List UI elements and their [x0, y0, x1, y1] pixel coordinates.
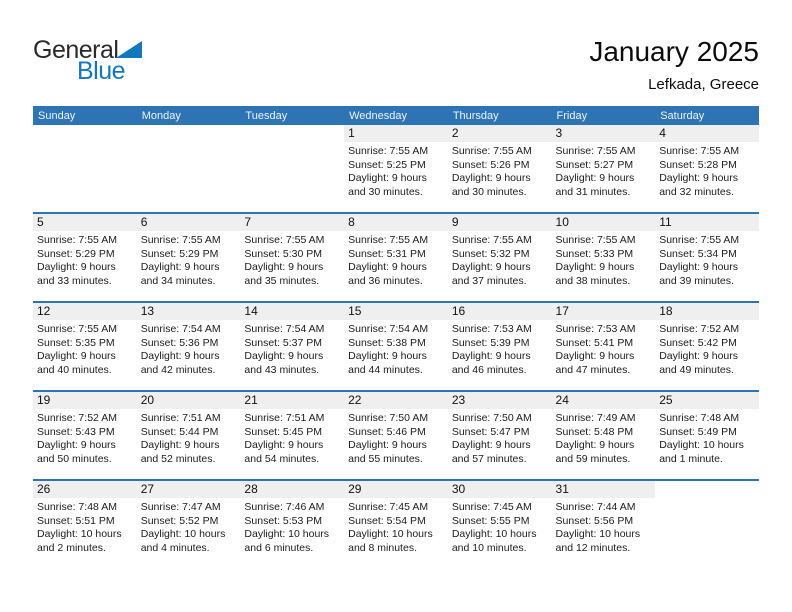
weekday-header-row [33, 106, 759, 125]
daylight-text: Daylight: 10 hours and 6 minutes. [244, 528, 330, 554]
sunset-text: Sunset: 5:53 PM [244, 514, 323, 527]
day-number: 24 [552, 392, 656, 409]
sunset-text: Sunset: 5:26 PM [451, 158, 530, 171]
week-row [33, 213, 759, 302]
sunset-text: Sunset: 5:31 PM [348, 247, 426, 260]
day-number: 12 [33, 303, 137, 320]
page-title: January 2025 [589, 36, 759, 67]
logo-text-blue: Blue [77, 57, 126, 85]
daylight-text: Daylight: 9 hours and 39 minutes. [659, 261, 739, 287]
sunrise-text: Sunrise: 7:45 AM [451, 501, 532, 513]
day-info [344, 231, 448, 288]
sunset-text: Sunset: 5:32 PM [451, 247, 530, 260]
sunrise-text: Sunrise: 7:47 AM [140, 501, 221, 513]
day-number: 23 [448, 392, 552, 409]
day-cell [655, 213, 759, 302]
empty-cell [137, 125, 241, 213]
weekday-header-sunday: Sunday [33, 106, 137, 125]
day-info [448, 320, 552, 377]
sunrise-text: Sunrise: 7:55 AM [348, 234, 429, 246]
calendar-table [33, 106, 759, 568]
sunset-text: Sunset: 5:42 PM [659, 336, 737, 349]
sunrise-text: Sunrise: 7:48 AM [659, 412, 740, 424]
day-number: 16 [448, 303, 552, 320]
day-cell [552, 213, 656, 302]
sunset-text: Sunset: 5:54 PM [348, 514, 426, 527]
sunset-text: Sunset: 5:46 PM [348, 425, 426, 438]
day-cell [344, 213, 448, 302]
day-number: 29 [344, 481, 448, 498]
sunset-text: Sunset: 5:36 PM [140, 336, 219, 349]
day-info [137, 231, 241, 288]
daylight-text: Daylight: 10 hours and 10 minutes. [451, 528, 537, 554]
sunset-text: Sunset: 5:56 PM [555, 514, 634, 527]
weekday-header-saturday: Saturday [655, 106, 759, 125]
day-info [240, 231, 344, 288]
day-info [448, 231, 552, 288]
sunrise-text: Sunrise: 7:55 AM [555, 145, 636, 157]
day-info [655, 142, 759, 199]
sunset-text: Sunset: 5:45 PM [244, 425, 323, 438]
day-cell [448, 391, 552, 480]
daylight-text: Daylight: 10 hours and 12 minutes. [555, 528, 641, 554]
sunrise-text: Sunrise: 7:54 AM [140, 323, 221, 335]
day-info [137, 498, 241, 555]
day-number: 18 [655, 303, 759, 320]
sunrise-text: Sunrise: 7:55 AM [451, 234, 532, 246]
sunset-text: Sunset: 5:29 PM [37, 247, 115, 260]
day-cell [344, 302, 448, 391]
empty-cell [240, 125, 344, 213]
day-info [655, 409, 759, 466]
day-info [448, 498, 552, 555]
day-cell [137, 480, 241, 568]
sunrise-text: Sunrise: 7:53 AM [451, 323, 532, 335]
day-cell [137, 391, 241, 480]
day-cell [552, 480, 656, 568]
weekday-header-thursday: Thursday [448, 106, 552, 125]
daylight-text: Daylight: 10 hours and 1 minute. [659, 439, 744, 465]
daylight-text: Daylight: 9 hours and 40 minutes. [37, 350, 116, 376]
day-info [33, 409, 137, 466]
logo-text-general: General [33, 36, 119, 64]
sunset-text: Sunset: 5:35 PM [37, 336, 115, 349]
sunset-text: Sunset: 5:25 PM [348, 158, 426, 171]
daylight-text: Daylight: 9 hours and 52 minutes. [140, 439, 220, 465]
sunset-text: Sunset: 5:39 PM [451, 336, 530, 349]
day-info [344, 498, 448, 555]
day-info [240, 409, 344, 466]
day-number: 21 [240, 392, 344, 409]
day-number: 11 [655, 214, 759, 231]
daylight-text: Daylight: 9 hours and 47 minutes. [555, 350, 635, 376]
day-info [448, 409, 552, 466]
day-info [552, 142, 656, 199]
sunrise-text: Sunrise: 7:55 AM [244, 234, 325, 246]
sunrise-text: Sunrise: 7:45 AM [348, 501, 429, 513]
sunset-text: Sunset: 5:55 PM [451, 514, 530, 527]
daylight-text: Daylight: 9 hours and 43 minutes. [244, 350, 324, 376]
day-number: 30 [448, 481, 552, 498]
day-info [137, 409, 241, 466]
daylight-text: Daylight: 9 hours and 46 minutes. [451, 350, 531, 376]
daylight-text: Daylight: 9 hours and 30 minutes. [348, 172, 427, 198]
daylight-text: Daylight: 9 hours and 42 minutes. [140, 350, 220, 376]
title-block [589, 36, 759, 93]
day-info [552, 231, 656, 288]
day-number: 15 [344, 303, 448, 320]
day-info [655, 320, 759, 377]
day-number: 13 [137, 303, 241, 320]
weekday-header-wednesday: Wednesday [344, 106, 448, 125]
week-row [33, 391, 759, 480]
sunrise-text: Sunrise: 7:53 AM [555, 323, 636, 335]
day-number: 22 [344, 392, 448, 409]
daylight-text: Daylight: 9 hours and 50 minutes. [37, 439, 116, 465]
daylight-text: Daylight: 9 hours and 36 minutes. [348, 261, 427, 287]
day-cell [448, 302, 552, 391]
day-info [655, 231, 759, 288]
sunrise-text: Sunrise: 7:49 AM [555, 412, 636, 424]
day-cell [448, 480, 552, 568]
sunrise-text: Sunrise: 7:55 AM [37, 323, 117, 335]
sunrise-text: Sunrise: 7:55 AM [659, 234, 740, 246]
day-number: 25 [655, 392, 759, 409]
sunset-text: Sunset: 5:51 PM [37, 514, 115, 527]
day-number: 2 [448, 125, 552, 142]
daylight-text: Daylight: 10 hours and 4 minutes. [140, 528, 226, 554]
day-cell [240, 302, 344, 391]
day-number: 6 [137, 214, 241, 231]
day-cell [344, 391, 448, 480]
day-number: 27 [137, 481, 241, 498]
day-number: 9 [448, 214, 552, 231]
sunrise-text: Sunrise: 7:55 AM [37, 234, 117, 246]
sunrise-text: Sunrise: 7:50 AM [348, 412, 429, 424]
day-cell [33, 480, 137, 568]
daylight-text: Daylight: 9 hours and 57 minutes. [451, 439, 531, 465]
day-cell [137, 213, 241, 302]
day-cell [33, 391, 137, 480]
sunrise-text: Sunrise: 7:52 AM [37, 412, 117, 424]
sunset-text: Sunset: 5:34 PM [659, 247, 737, 260]
sunset-text: Sunset: 5:33 PM [555, 247, 634, 260]
sunrise-text: Sunrise: 7:52 AM [659, 323, 740, 335]
day-cell [552, 391, 656, 480]
sunset-text: Sunset: 5:29 PM [140, 247, 219, 260]
day-info [552, 498, 656, 555]
day-info [344, 409, 448, 466]
sunset-text: Sunset: 5:43 PM [37, 425, 115, 438]
sunrise-text: Sunrise: 7:44 AM [555, 501, 636, 513]
daylight-text: Daylight: 9 hours and 38 minutes. [555, 261, 635, 287]
day-info [552, 409, 656, 466]
day-cell [552, 302, 656, 391]
sunrise-text: Sunrise: 7:50 AM [451, 412, 532, 424]
day-cell [655, 302, 759, 391]
day-cell [137, 302, 241, 391]
day-cell [240, 480, 344, 568]
daylight-text: Daylight: 9 hours and 49 minutes. [659, 350, 739, 376]
daylight-text: Daylight: 9 hours and 33 minutes. [37, 261, 116, 287]
daylight-text: Daylight: 9 hours and 31 minutes. [555, 172, 635, 198]
day-number: 10 [552, 214, 656, 231]
sunset-text: Sunset: 5:41 PM [555, 336, 634, 349]
sunrise-text: Sunrise: 7:54 AM [244, 323, 325, 335]
sunset-text: Sunset: 5:44 PM [140, 425, 219, 438]
daylight-text: Daylight: 10 hours and 8 minutes. [348, 528, 433, 554]
day-cell [344, 480, 448, 568]
sunset-text: Sunset: 5:37 PM [244, 336, 323, 349]
day-info [552, 320, 656, 377]
empty-cell [655, 480, 759, 568]
daylight-text: Daylight: 10 hours and 2 minutes. [37, 528, 122, 554]
daylight-text: Daylight: 9 hours and 54 minutes. [244, 439, 324, 465]
sunset-text: Sunset: 5:38 PM [348, 336, 426, 349]
day-cell [344, 125, 448, 213]
day-info [33, 498, 137, 555]
week-row [33, 480, 759, 568]
daylight-text: Daylight: 9 hours and 32 minutes. [659, 172, 739, 198]
sunset-text: Sunset: 5:27 PM [555, 158, 634, 171]
sunrise-text: Sunrise: 7:51 AM [140, 412, 221, 424]
day-number: 3 [552, 125, 656, 142]
sunset-text: Sunset: 5:30 PM [244, 247, 323, 260]
daylight-text: Daylight: 9 hours and 44 minutes. [348, 350, 427, 376]
sunset-text: Sunset: 5:49 PM [659, 425, 737, 438]
daylight-text: Daylight: 9 hours and 35 minutes. [244, 261, 324, 287]
day-number: 4 [655, 125, 759, 142]
sunrise-text: Sunrise: 7:51 AM [244, 412, 325, 424]
sunset-text: Sunset: 5:28 PM [659, 158, 737, 171]
day-number: 14 [240, 303, 344, 320]
general-blue-logo [33, 38, 142, 84]
sunrise-text: Sunrise: 7:55 AM [451, 145, 532, 157]
daylight-text: Daylight: 9 hours and 34 minutes. [140, 261, 220, 287]
sunrise-text: Sunrise: 7:54 AM [348, 323, 429, 335]
day-number: 28 [240, 481, 344, 498]
day-info [344, 320, 448, 377]
day-info [137, 320, 241, 377]
day-cell [240, 391, 344, 480]
sunrise-text: Sunrise: 7:55 AM [140, 234, 221, 246]
day-info [33, 231, 137, 288]
day-cell [655, 125, 759, 213]
day-info [344, 142, 448, 199]
day-info [240, 320, 344, 377]
sunrise-text: Sunrise: 7:55 AM [659, 145, 740, 157]
day-cell [240, 213, 344, 302]
daylight-text: Daylight: 9 hours and 59 minutes. [555, 439, 635, 465]
sunrise-text: Sunrise: 7:55 AM [555, 234, 636, 246]
sunset-text: Sunset: 5:48 PM [555, 425, 634, 438]
day-number: 19 [33, 392, 137, 409]
daylight-text: Daylight: 9 hours and 37 minutes. [451, 261, 531, 287]
day-info [448, 142, 552, 199]
day-cell [552, 125, 656, 213]
day-number: 20 [137, 392, 241, 409]
weekday-header-monday: Monday [137, 106, 241, 125]
day-number: 17 [552, 303, 656, 320]
sunset-text: Sunset: 5:52 PM [140, 514, 219, 527]
empty-cell [33, 125, 137, 213]
weekday-header-tuesday: Tuesday [240, 106, 344, 125]
day-cell [655, 391, 759, 480]
day-cell [448, 125, 552, 213]
day-cell [33, 213, 137, 302]
day-number: 8 [344, 214, 448, 231]
day-number: 31 [552, 481, 656, 498]
week-row [33, 125, 759, 213]
weekday-header-friday: Friday [552, 106, 656, 125]
sunset-text: Sunset: 5:47 PM [451, 425, 530, 438]
day-number: 5 [33, 214, 137, 231]
day-info [240, 498, 344, 555]
sunrise-text: Sunrise: 7:46 AM [244, 501, 325, 513]
location-subtitle: Lefkada, Greece [648, 76, 759, 93]
day-info [33, 320, 137, 377]
day-number: 26 [33, 481, 137, 498]
day-number: 1 [344, 125, 448, 142]
logo-triangle-icon [116, 41, 142, 58]
day-cell [33, 302, 137, 391]
day-cell [448, 213, 552, 302]
daylight-text: Daylight: 9 hours and 30 minutes. [451, 172, 531, 198]
daylight-text: Daylight: 9 hours and 55 minutes. [348, 439, 427, 465]
week-row [33, 302, 759, 391]
day-number: 7 [240, 214, 344, 231]
sunrise-text: Sunrise: 7:48 AM [37, 501, 117, 513]
sunrise-text: Sunrise: 7:55 AM [348, 145, 429, 157]
